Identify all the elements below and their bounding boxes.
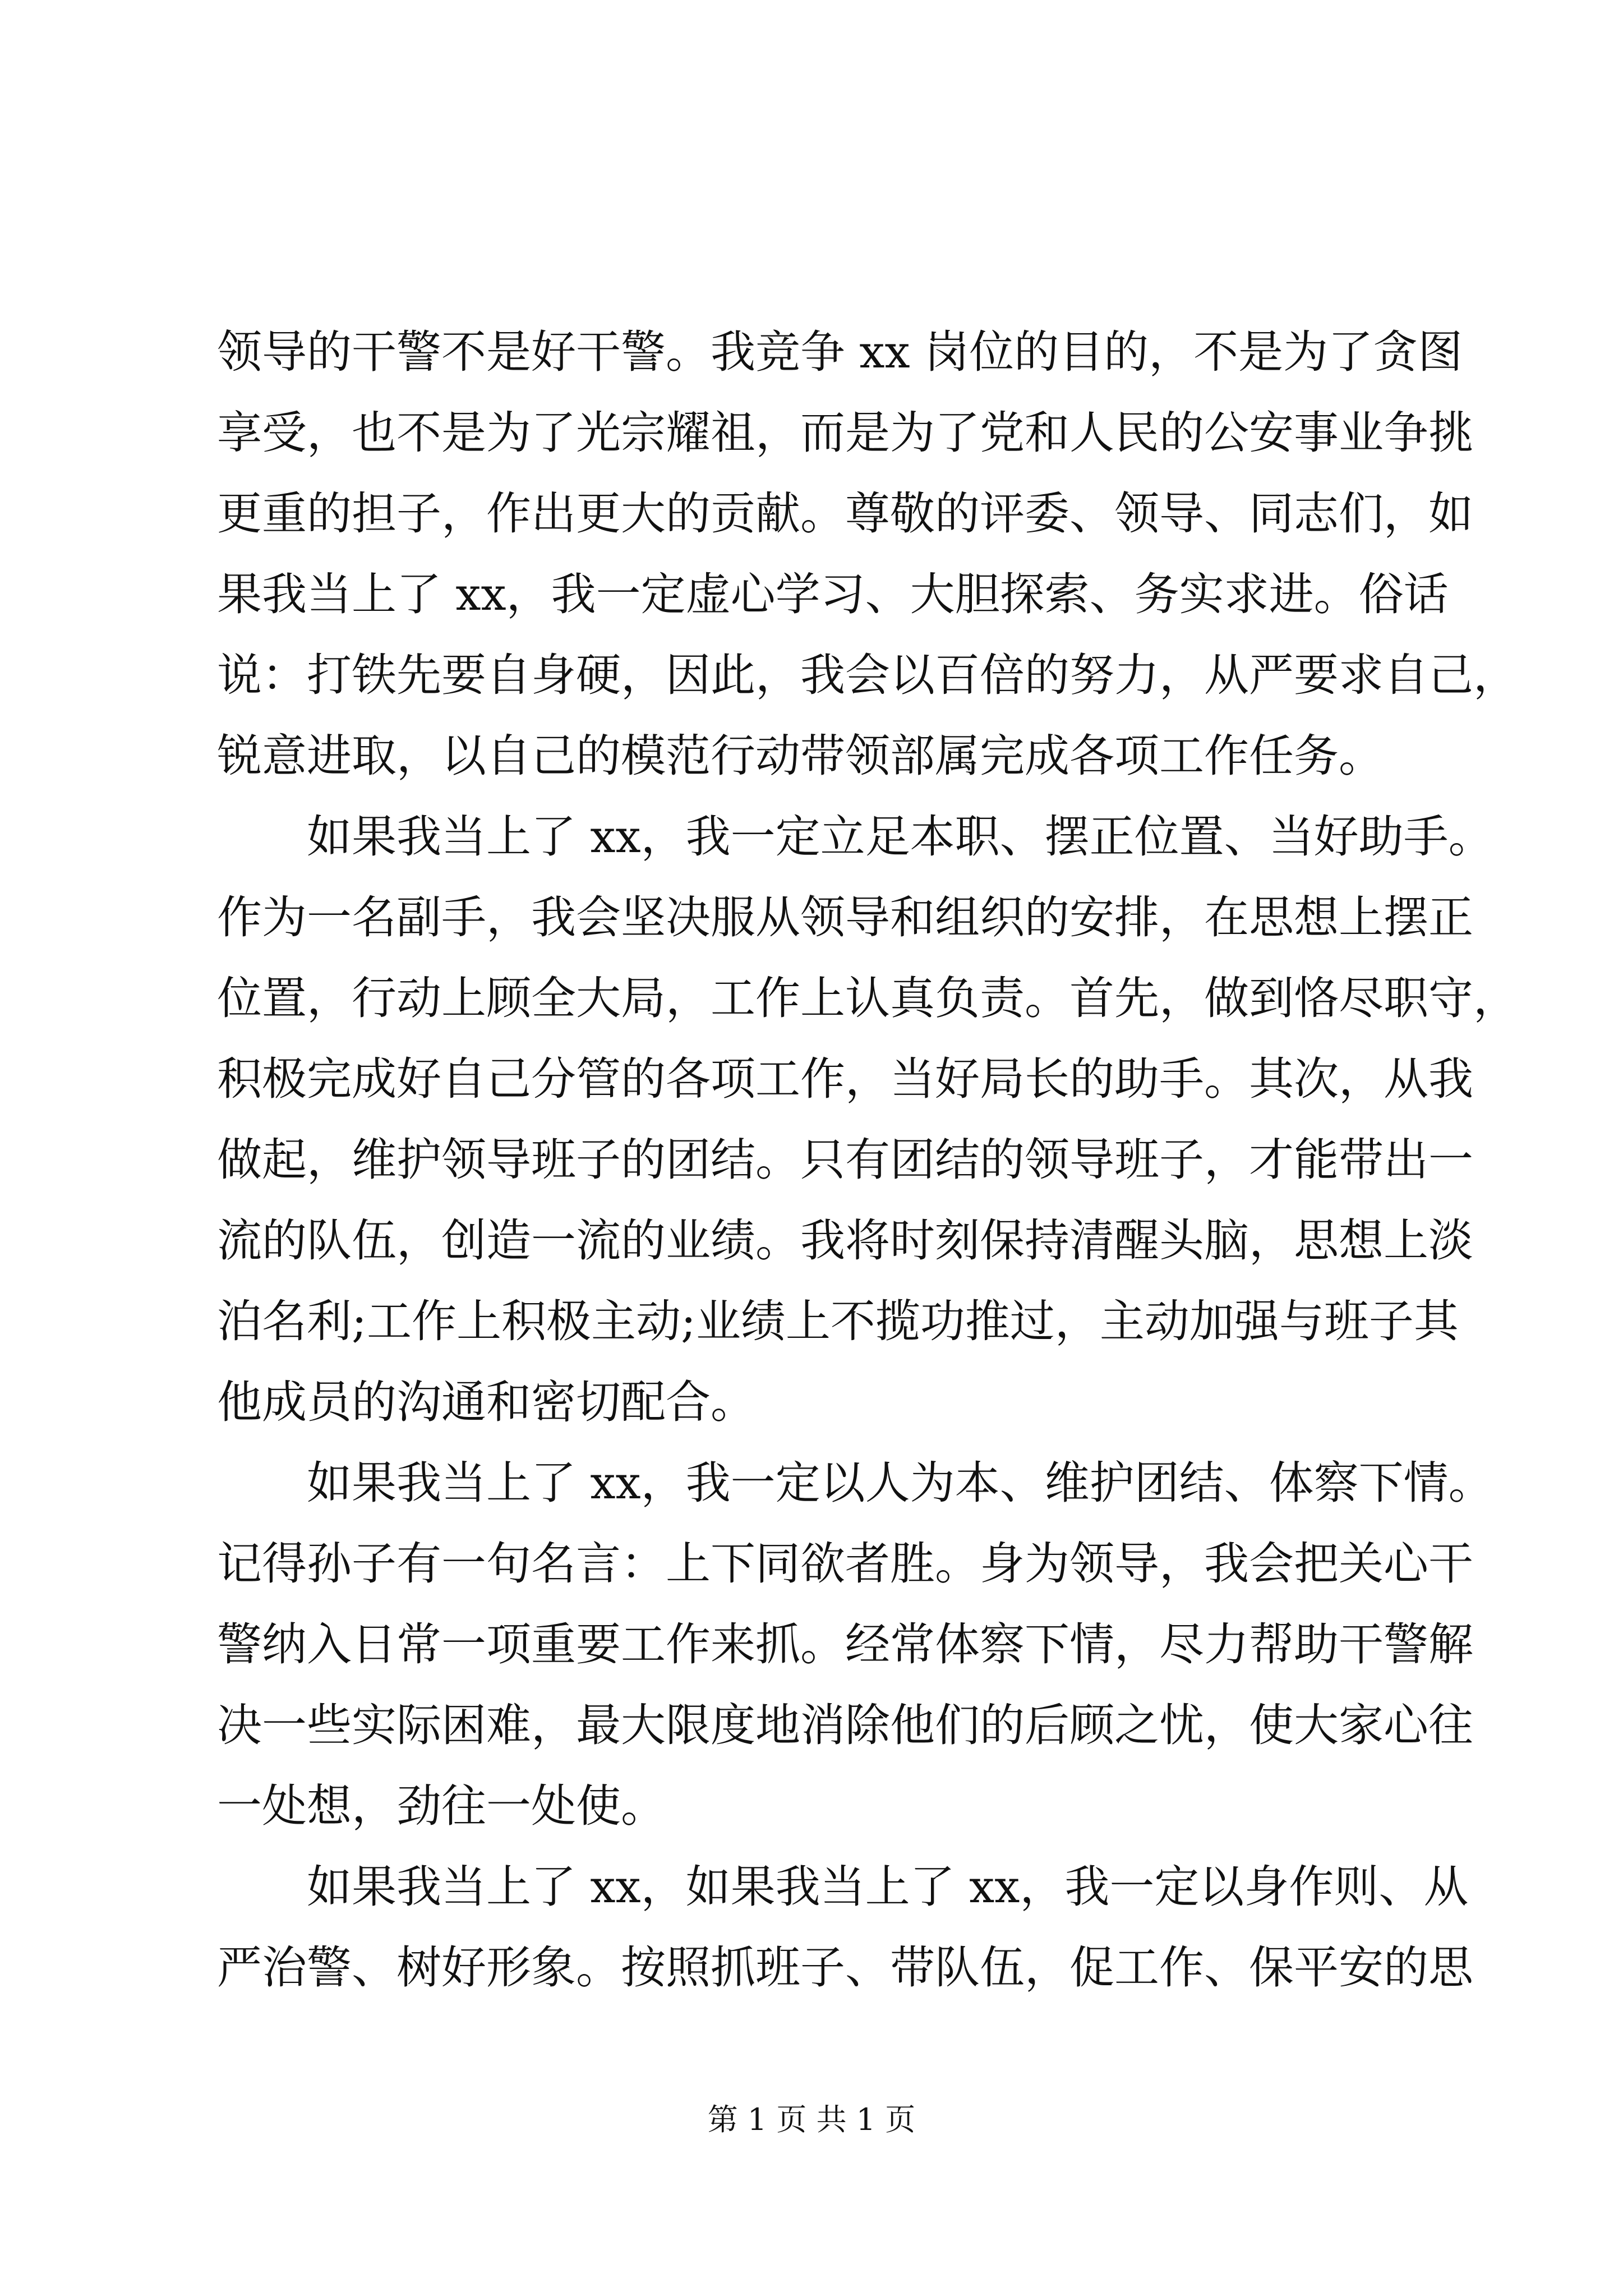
text-line: 决一些实际困难，最大限度地消除他们的后顾之忧，使大家心往 <box>217 1699 1473 1751</box>
text-line: 流的队伍，创造一流的业绩。我将时刻保持清醒头脑，思想上淡 <box>217 1214 1473 1267</box>
body-text <box>217 312 1518 2008</box>
text-line: 他成员的沟通和密切配合。 <box>217 1376 755 1428</box>
text-line: 泊名利;工作上积极主动;业绩上不揽功推过，主动加强与班子其 <box>217 1295 1459 1347</box>
text-line-paragraph-start: 如果我当上了 xx，如果我当上了 xx，我一定以身作则、从 <box>307 1861 1469 1913</box>
text-line: 更重的担子，作出更大的贡献。尊敬的评委、领导、同志们，如 <box>217 487 1473 540</box>
text-line: 警纳入日常一项重要工作来抓。经常体察下情，尽力帮助干警解 <box>217 1618 1473 1671</box>
text-line: 享受，也不是为了光宗耀祖，而是为了党和人民的公安事业争挑 <box>217 407 1473 459</box>
text-line-paragraph-start: 如果我当上了 xx，我一定以人为本、维护团结、体察下情。 <box>307 1457 1493 1509</box>
text-line: 位置，行动上顾全大局，工作上认真负责。首先，做到恪尽职守， <box>217 972 1518 1024</box>
text-line: 记得孙子有一句名言：上下同欲者胜。身为领导，我会把关心干 <box>217 1538 1473 1590</box>
text-line: 说：打铁先要自身硬，因此，我会以百倍的努力，从严要求自己， <box>217 649 1518 701</box>
text-line-paragraph-start: 如果我当上了 xx，我一定立足本职、摆正位置、当好助手。 <box>307 811 1493 863</box>
text-line: 严治警、树好形象。按照抓班子、带队伍，促工作、保平安的思 <box>217 1941 1473 1994</box>
text-line: 作为一名副手，我会坚决服从领导和组织的安排，在思想上摆正 <box>217 891 1473 944</box>
text-line: 领导的干警不是好干警。我竞争 xx 岗位的目的，不是为了贪图 <box>217 326 1463 378</box>
text-line: 积极完成好自己分管的各项工作，当好局长的助手。其次，从我 <box>217 1053 1473 1105</box>
text-line: 锐意进取，以自己的模范行动带领部属完成各项工作任务。 <box>217 730 1384 782</box>
text-line: 一处想，劲往一处使。 <box>217 1780 666 1832</box>
page-number-footer: 第 1 页 共 1 页 <box>707 2102 916 2137</box>
text-line: 果我当上了 xx，我一定虚心学习、大胆探索、务实求进。俗话 <box>217 568 1449 620</box>
text-line: 做起，维护领导班子的团结。只有团结的领导班子，才能带出一 <box>217 1134 1473 1186</box>
